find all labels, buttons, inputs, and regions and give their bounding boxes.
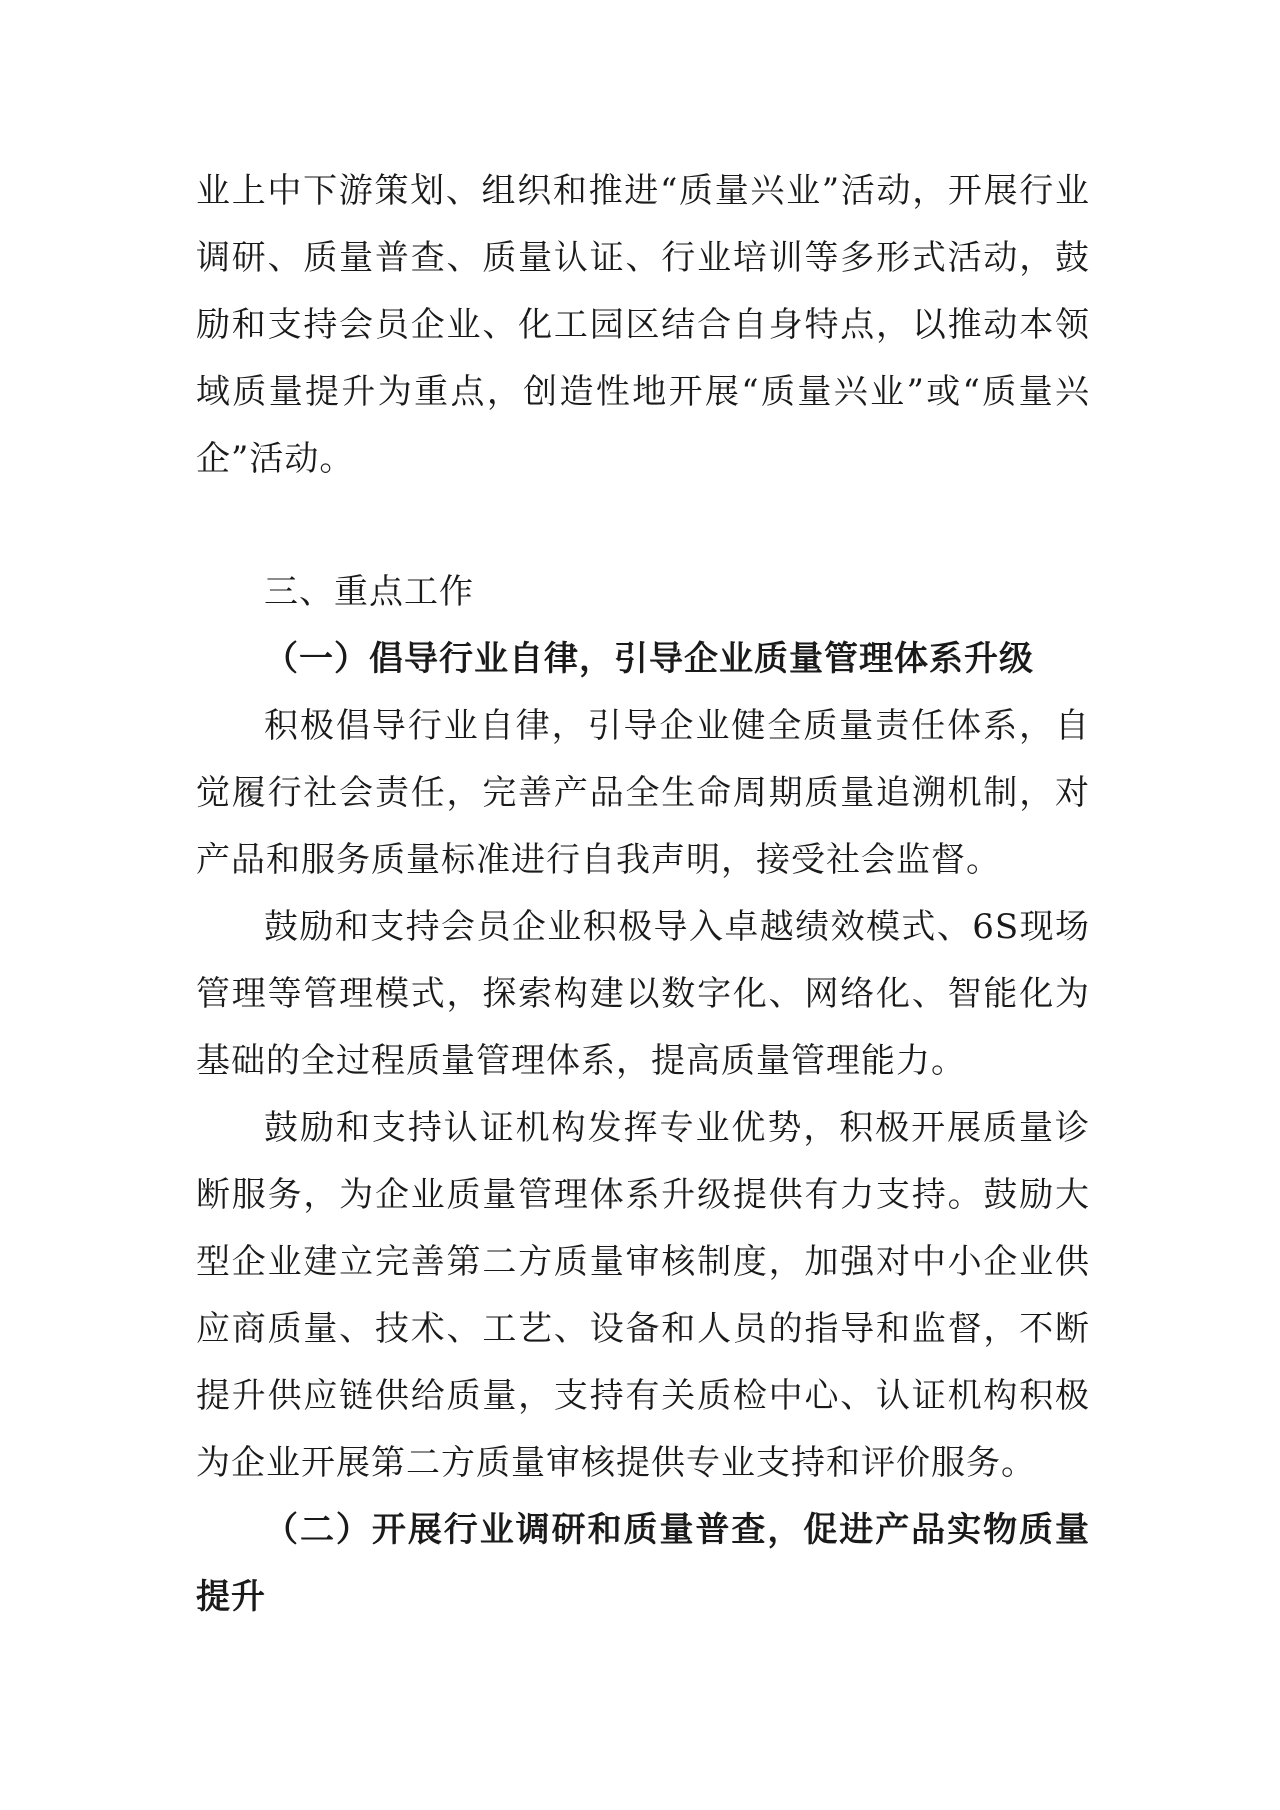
document-body — [196, 158, 1090, 1631]
intro-paragraph: 业上中下游策划、组织和推进“质量兴业”活动，开展行业调研、质量普查、质量认证、行业培训等多形式活动，鼓励和支持会员企业、化工园区结合自身特点，以推动本领域质量提升为重点，创造性地开展“质量兴业”或“质量兴企”活动。 — [196, 171, 1090, 479]
subsection-1-paragraph-2: 鼓励和支持会员企业积极导入卓越绩效模式、6S现场管理等管理模式，探索构建以数字化、网络化、智能化为基础的全过程质量管理体系，提高质量管理能力。 — [196, 907, 1090, 1081]
subsection-1-paragraph-3: 鼓励和支持认证机构发挥专业优势，积极开展质量诊断服务，为企业质量管理体系升级提供有力支持。鼓励大型企业建立完善第二方质量审核制度，加强对中小企业供应商质量、技术、工艺、设备和人员的指导和监督，不断提升供应链供给质量，支持有关质检中心、认证机构积极为企业开展第二方质量审核提供专业支持和评价服务。 — [196, 1108, 1090, 1483]
subsection-2-heading: （二）开展行业调研和质量普查，促进产品实物质量提升 — [196, 1510, 1090, 1617]
subsection-1-heading: （一）倡导行业自律，引导企业质量管理体系升级 — [264, 639, 1034, 679]
subsection-1-paragraph-1: 积极倡导行业自律，引导企业健全质量责任体系，自觉履行社会责任，完善产品全生命周期质量追溯机制，对产品和服务质量标准进行自我声明，接受社会监督。 — [196, 706, 1090, 880]
section-spacer — [196, 493, 1090, 559]
section-heading: 三、重点工作 — [264, 572, 474, 612]
